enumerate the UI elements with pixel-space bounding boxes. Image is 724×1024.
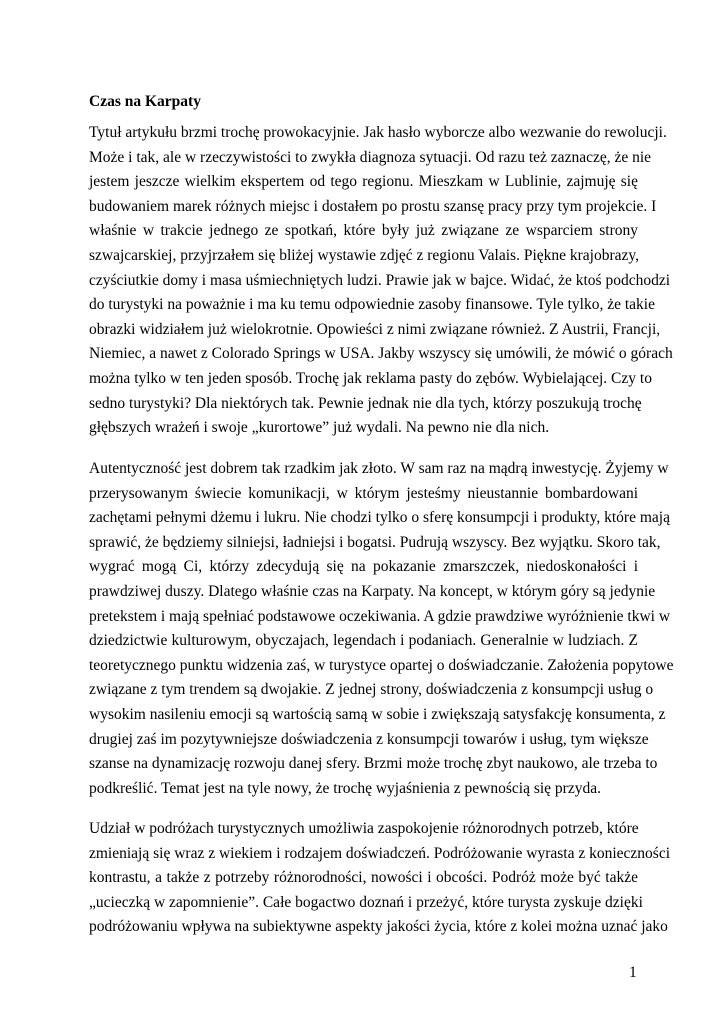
paragraph-line: zachętami pełnymi dżemu i lukru. Nie chodzi tylko o sferę konsumpcji i produkty, które mają <box>89 509 670 527</box>
paragraph-line: związane z tym trendem są dwojakie. Z jednej strony, doświadczenia z konsumpcji usług o <box>89 681 654 699</box>
paragraph-line: „ucieczką w zapomnienie”. Całe bogactwo doznań i przeżyć, które turysta zyskuje dzięki <box>89 893 643 911</box>
paragraph-line: przerysowanym świecie komunikacji, w którym jesteśmy nieustannie bombardowani <box>89 484 638 502</box>
paragraph-line: do turystyki na poważnie i ma ku temu odpowiednie zasoby finansowe. Tyle tylko, że takie <box>89 296 655 314</box>
paragraph-line: kontrastu, a także z potrzeby różnorodności, nowości i obcości. Podróż może być także <box>89 869 638 887</box>
paragraph-line: czyściutkie domy i masa uśmiechniętych ludzi. Prawie jak w bajce. Widać, że ktoś podchodzi <box>89 271 671 289</box>
paragraph-line: szwajcarskiej, przyjrzałem się bliżej wystawie zdjęć z regionu Valais. Piękne krajobrazy, <box>89 246 640 264</box>
paragraph-line: wygrać mogą Ci, którzy zdecydują się na pokazanie zmarszczek, niedoskonałości i <box>89 558 638 576</box>
paragraph-line: pretekstem i mają spełniać podstawowe oczekiwania. A gdzie prawdziwe wyróżnienie tkwi w <box>89 607 671 625</box>
paragraph-line: obrazki widziałem już wielokrotnie. Opowieści z nimi związane również. Z Austrii, Francji, <box>89 320 661 338</box>
paragraph-line: Może i tak, ale w rzeczywistości to zwykła diagnoza sytuacji. Od razu też zaznaczę, że nie <box>89 148 652 166</box>
paragraph-line: budowaniem marek różnych miejsc i dostałem po prostu szansę pracy przy tym projekcie. I <box>89 197 657 215</box>
paragraph-line: Udział w podróżach turystycznych umożliwia zaspokojenie różnorodnych potrzeb, które <box>89 820 639 837</box>
paragraph-2 <box>89 457 674 801</box>
paragraph-line: właśnie w trakcie jednego ze spotkań, które były już związane ze wsparciem strony <box>89 222 638 240</box>
document-title: Czas na Karpaty <box>89 93 201 110</box>
paragraph-line: Tytuł artykułu brzmi trochę prowokacyjnie. Jak hasło wyborcze albo wezwanie do rewolucji. <box>89 124 667 141</box>
paragraph-3 <box>89 817 671 940</box>
paragraph-line: można tylko w ten jeden sposób. Trochę jak reklama pasty do zębów. Wybielającej. Czy to <box>89 369 652 387</box>
paragraph-line: teoretycznego punktu widzenia zaś, w turystyce opartej o doświadczanie. Założenia popytowe <box>89 656 674 674</box>
paragraph-line: podkreślić. Temat jest na tyle nowy, że trochę wyjaśnienia z pewnością się przyda. <box>89 779 601 797</box>
paragraph-line: sedno turystyki? Dla niektórych tak. Pewnie jednak nie dla tych, którzy poszukują trochę <box>89 394 642 412</box>
paragraph-line: Niemiec, a nawet z Colorado Springs w USA. Jakby wszyscy się umówili, że mówić o górach <box>89 345 673 363</box>
paragraph-line: drugiej zaś im pozytywniejsze doświadczenia z konsumpcji towarów i usług, tym większe <box>89 730 649 748</box>
paragraph-line: prawdziwej duszy. Dlatego właśnie czas na Karpaty. Na koncept, w którym góry są jedynie <box>89 582 656 600</box>
paragraph-line: Autentyczność jest dobrem tak rzadkim jak złoto. W sam raz na mądrą inwestycję. Żyjemy w <box>89 460 669 477</box>
paragraph-line: szanse na dynamizację rozwoju danej sfery. Brzmi może trochę zbyt naukowo, ale trzeba to <box>89 755 658 773</box>
paragraph-line: głębszych wrażeń i swoje „kurortowe” już wydali. Na pewno nie dla nich. <box>89 419 550 437</box>
paragraph-line: podróżowaniu wpływa na subiektywne aspekty jakości życia, które z kolei można uznać jako <box>89 918 668 936</box>
paragraph-line: jestem jeszcze wielkim ekspertem od tego regionu. Mieszkam w Lublinie, zajmuję się <box>89 173 638 191</box>
paragraph-1 <box>89 121 673 441</box>
paragraph-line: dziedzictwie kulturowym, obyczajach, legendach i podaniach. Generalnie w ludziach. Z <box>89 632 638 650</box>
paragraph-line: wysokim nasileniu emocji są wartością samą w sobie i zwiększają satysfakcję konsumenta, z <box>89 705 666 723</box>
paragraph-line: zmieniają się wraz z wiekiem i rodzajem doświadczeń. Podróżowanie wyrasta z konieczności <box>89 844 671 862</box>
page-number: 1 <box>629 964 637 981</box>
paragraph-line: sprawić, że będziemy silniejsi, ładniejsi i bogatsi. Pudrują wszyscy. Bez wyjątku. Skoro tak, <box>89 533 661 551</box>
